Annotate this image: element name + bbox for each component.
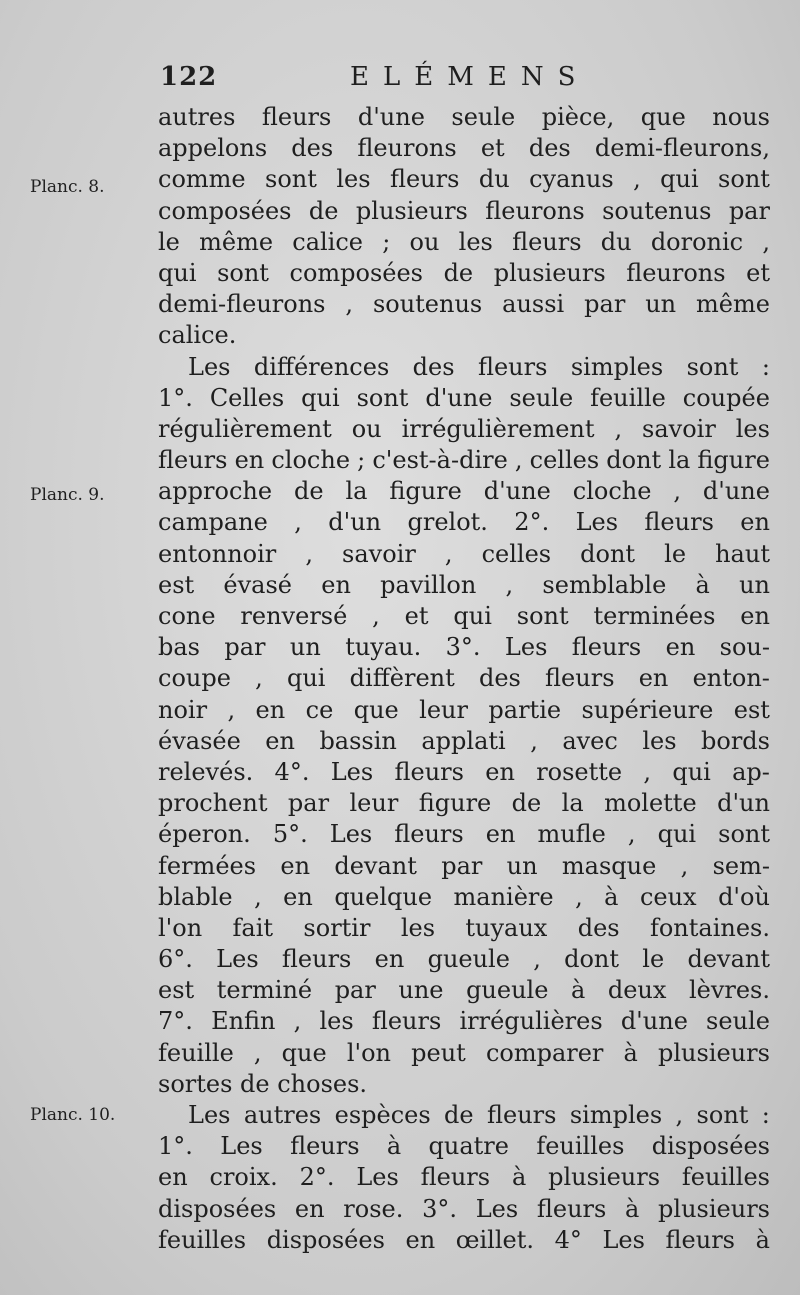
text-line: disposées en rose. 3°. Les fleurs à plusieurs: [158, 1194, 770, 1223]
running-title: ELÉMENS: [350, 62, 590, 92]
text-line: 1°. Les fleurs à quatre feuilles disposées: [158, 1132, 770, 1161]
text-line: autres fleurs d'une seule pièce, que nous: [158, 103, 770, 131]
body-text: [158, 102, 770, 1256]
text-line: sortes de choses.: [158, 1069, 368, 1098]
text-line: régulièrement ou irrégulièrement , savoir les: [158, 414, 770, 443]
text-line: relevés. 4°. Les fleurs en rosette , qui ap-: [158, 757, 770, 786]
text-line: blable , en quelque manière , à ceux d'où: [158, 882, 770, 911]
text-line: calice.: [158, 321, 237, 350]
text-line: prochent par leur figure de la molette d'un: [158, 789, 770, 818]
text-line: l'on fait sortir les tuyaux des fontaines.: [158, 913, 770, 942]
text-line: fleurs en cloche ; c'est-à-dire , celles dont la figure: [158, 446, 770, 475]
text-line: feuille , que l'on peut comparer à plusieurs: [158, 1038, 770, 1067]
text-line: feuilles disposées en œillet. 4° Les fleurs à: [158, 1225, 770, 1254]
text-line: coupe , qui diffèrent des fleurs en enton-: [158, 664, 770, 693]
text-line: comme sont les fleurs du cyanus , qui sont: [158, 165, 770, 194]
text-line: 1°. Celles qui sont d'une seule feuille coupée: [158, 383, 770, 412]
page-header: [160, 62, 780, 96]
text-line: qui sont composées de plusieurs fleurons et: [158, 258, 770, 287]
margin-note-planc-10: Planc. 10.: [30, 1105, 116, 1125]
text-line: appelons des fleurons et des demi-fleurons,: [158, 134, 770, 163]
page-number: 122: [160, 62, 218, 92]
text-line: 7°. Enfin , les fleurs irrégulières d'une seule: [158, 1007, 770, 1036]
text-line: bas par un tuyau. 3°. Les fleurs en sou-: [158, 633, 770, 662]
text-line: fermées en devant par un masque , sem-: [158, 851, 770, 880]
text-line: cone renversé , et qui sont terminées en: [158, 602, 770, 630]
margin-note-planc-9: Planc. 9.: [30, 485, 105, 505]
text-line: le même calice ; ou les fleurs du doronic ,: [158, 227, 770, 256]
text-line: éperon. 5°. Les fleurs en mufle , qui sont: [158, 820, 770, 849]
text-line: est évasé en pavillon , semblable à un: [158, 570, 770, 599]
text-line: évasée en bassin applati , avec les bords: [158, 726, 770, 755]
text-line: 6°. Les fleurs en gueule , dont le devant: [158, 945, 770, 974]
margin-note-planc-8: Planc. 8.: [30, 177, 105, 197]
text-line: Les autres espèces de fleurs simples , sont :: [188, 1101, 770, 1129]
text-line: en croix. 2°. Les fleurs à plusieurs feuilles: [158, 1163, 770, 1192]
text-line: noir , en ce que leur partie supérieure est: [158, 695, 770, 724]
text-line: Les différences des fleurs simples sont :: [188, 352, 770, 381]
text-line: entonnoir , savoir , celles dont le haut: [158, 539, 770, 568]
text-line: demi-fleurons , soutenus aussi par un même: [158, 290, 770, 319]
text-line: campane , d'un grelot. 2°. Les fleurs en: [158, 508, 770, 537]
text-line: est terminé par une gueule à deux lèvres.: [158, 976, 770, 1005]
text-line: approche de la figure d'une cloche , d'une: [158, 477, 770, 506]
text-line: composées de plusieurs fleurons soutenus par: [158, 196, 770, 225]
